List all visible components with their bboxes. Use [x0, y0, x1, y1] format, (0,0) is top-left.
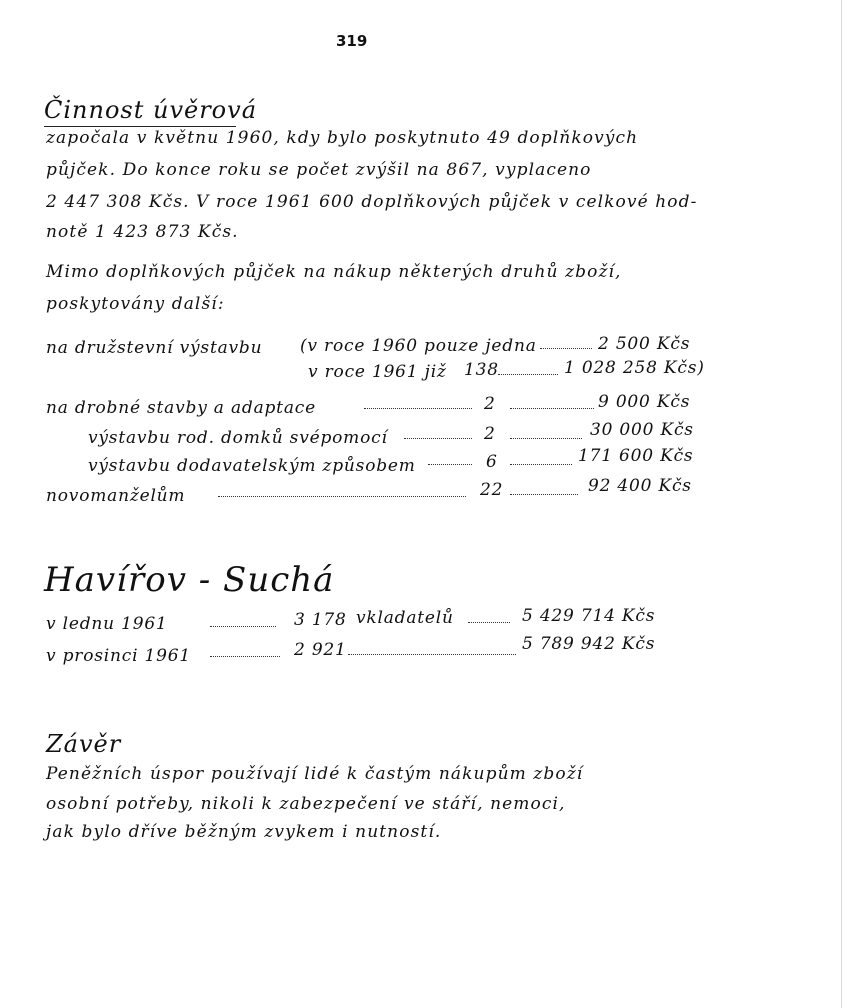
loan-amount: 92 400 Kčs [588, 476, 692, 496]
section-heading-credit: Činnost úvěrová [44, 96, 257, 124]
section-heading-havirov: Havířov - Suchá [44, 560, 335, 600]
text-line: jak bylo dříve běžným zvykem i nutností. [46, 822, 442, 842]
loan-count: 2 [484, 394, 496, 414]
loan-count: 22 [480, 480, 504, 500]
leader-dots [510, 464, 572, 465]
loan-label: na drobné stavby a adaptace [46, 398, 316, 418]
loan-amount: 171 600 Kčs [578, 446, 694, 466]
leader-dots [364, 408, 472, 409]
deposit-word: vkladatelů [356, 608, 454, 628]
loan-label: výstavbu rod. domků svépomocí [88, 428, 388, 448]
leader-dots [468, 622, 510, 623]
text-line: Mimo doplňkových půjček na nákup některých druhů zboží, [46, 262, 622, 282]
deposit-amount: 5 789 942 Kčs [522, 634, 656, 654]
loan-amount: 9 000 Kčs [598, 392, 691, 412]
deposit-count: 3 178 [294, 610, 347, 630]
heading-underline [44, 126, 236, 127]
deposit-amount: 5 429 714 Kčs [522, 606, 656, 626]
loan-amount: 2 500 Kčs [598, 334, 691, 354]
leader-dots [210, 626, 276, 627]
deposit-label: v lednu 1961 [46, 614, 168, 634]
leader-dots [404, 438, 472, 439]
loan-count: 6 [486, 452, 498, 472]
page-number: 319 [336, 32, 368, 50]
leader-dots [210, 656, 280, 657]
loan-count: 2 [484, 424, 496, 444]
loan-note: (v roce 1960 pouze jedna [300, 336, 537, 356]
leader-dots [510, 408, 594, 409]
leader-dots [510, 438, 582, 439]
leader-dots [510, 494, 578, 495]
text-line: notě 1 423 873 Kčs. [46, 222, 239, 242]
loan-amount: 1 028 258 Kčs) [564, 358, 705, 378]
leader-dots [428, 464, 472, 465]
text-line: poskytovány další: [46, 294, 225, 314]
section-heading-conclusion: Závěr [46, 730, 122, 758]
loan-amount: 30 000 Kčs [590, 420, 694, 440]
text-line: půjček. Do konce roku se počet zvýšil na 867, vyplaceno [46, 160, 592, 180]
loan-count: 138 [464, 360, 499, 380]
leader-dots [540, 348, 592, 349]
loan-label: novomanželům [46, 486, 186, 506]
loan-label: výstavbu dodavatelským způsobem [88, 456, 416, 476]
deposit-count: 2 921 [294, 640, 347, 660]
loan-label: na družstevní výstavbu [46, 338, 263, 358]
deposit-label: v prosinci 1961 [46, 646, 191, 666]
text-line: osobní potřeby, nikoli k zabezpečení ve stáří, nemoci, [46, 794, 566, 814]
leader-dots [218, 496, 466, 497]
loan-note: v roce 1961 již [308, 362, 447, 382]
leader-dots [498, 374, 558, 375]
text-line: Peněžních úspor používají lidé k častým nákupům zboží [46, 764, 584, 784]
text-line: 2 447 308 Kčs. V roce 1961 600 doplňkových půjček v celkové hod- [46, 192, 698, 212]
leader-dots [348, 654, 516, 655]
page-edge [841, 0, 842, 1008]
text-line: započala v květnu 1960, kdy bylo poskytnuto 49 doplňkových [46, 128, 639, 148]
